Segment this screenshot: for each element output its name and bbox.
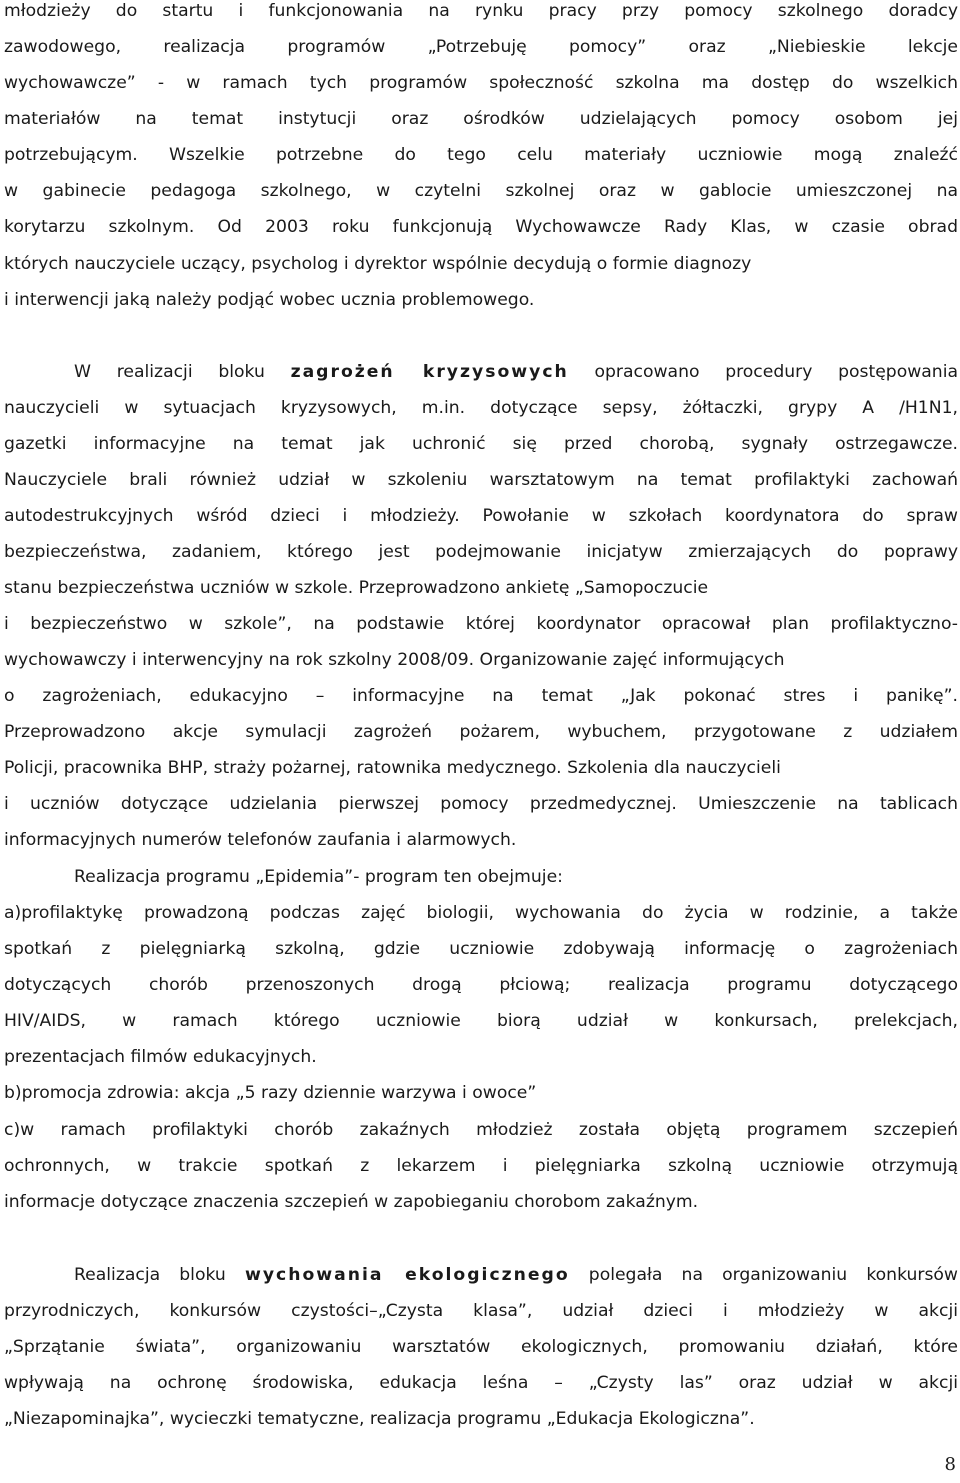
emphasized-term: wychowania ekologicznego xyxy=(244,1265,570,1285)
text-line: stanu bezpieczeństwa uczniów w szkole. Przeprowadzono ankietę „Samopoczucie xyxy=(4,578,709,598)
text-line: Realizacja programu „Epidemia”- program ten obejmuje: xyxy=(74,867,563,887)
text-line: nauczycieli w sytuacjach kryzysowych, m.in. dotyczące sepsy, żółtaczki, grypy A /H1N1, xyxy=(4,398,958,418)
text-line: młodzieży do startu i funkcjonowania na rynku pracy przy pomocy szkolnego doradcy xyxy=(4,1,958,21)
text-line: autodestrukcyjnych wśród dzieci i młodzieży. Powołanie w szkołach koordynatora do spraw xyxy=(4,506,958,526)
emphasized-term: zagrożeń kryzysowych xyxy=(290,362,569,382)
text-line: Policji, pracownika BHP, straży pożarnej, ratownika medycznego. Szkolenia dla nauczycieli xyxy=(4,758,781,778)
text-line: i bezpieczeństwo w szkole”, na podstawie której koordynator opracował plan profilaktyczno- xyxy=(4,614,958,634)
text-line: b)promocja zdrowia: akcja „5 razy dziennie warzywa i owoce” xyxy=(4,1083,537,1103)
text-line: wpływają na ochronę środowiska, edukacja leśna – „Czysty las” oraz udział w akcji xyxy=(4,1373,958,1393)
text-line: korytarzu szkolnym. Od 2003 roku funkcjonują Wychowawcze Rady Klas, w czasie obrad xyxy=(4,217,958,237)
text-line: W realizacji bloku zagrożeń kryzysowych opracowano procedury postępowania xyxy=(74,362,958,382)
text-line: i uczniów dotyczące udzielania pierwszej pomocy przedmedycznej. Umieszczenie na tablicach xyxy=(4,794,958,814)
text-line: przyrodniczych, konkursów czystości–„Czysta klasa”, udział dzieci i młodzieży w akcji xyxy=(4,1301,958,1321)
text-line: których nauczyciele uczący, psycholog i dyrektor wspólnie decydują o formie diagnozy xyxy=(4,254,752,274)
text-line: a)profilaktykę prowadzoną podczas zajęć biologii, wychowania do życia w rodzinie, a także xyxy=(4,903,958,923)
text-line: spotkań z pielęgniarką szkolną, gdzie uczniowie zdobywają informację o zagrożeniach xyxy=(4,939,958,959)
text-line: informacyjnych numerów telefonów zaufania i alarmowych. xyxy=(4,830,517,850)
text-line: dotyczących chorób przenoszonych drogą płciową; realizacja programu dotyczącego xyxy=(4,975,958,995)
text-line: materiałów na temat instytucji oraz ośrodków udzielających pomocy osobom jej xyxy=(4,109,958,129)
text-line: i interwencji jaką należy podjąć wobec ucznia problemowego. xyxy=(4,290,535,310)
text-line: „Sprzątanie świata”, organizowaniu warsztatów ekologicznych, promowaniu działań, które xyxy=(4,1337,958,1357)
text-line: bezpieczeństwa, zadaniem, którego jest podejmowanie inicjatyw zmierzających do poprawy xyxy=(4,542,958,562)
text-line: „Niezapominajka”, wycieczki tematyczne, realizacja programu „Edukacja Ekologiczna”. xyxy=(4,1409,755,1429)
text-line: ochronnych, w trakcie spotkań z lekarzem i pielęgniarka szkolną uczniowie otrzymują xyxy=(4,1156,958,1176)
text-line: c)w ramach profilaktyki chorób zakaźnych młodzież została objętą programem szczepień xyxy=(4,1120,958,1140)
text-line: Przeprowadzono akcje symulacji zagrożeń pożarem, wybuchem, przygotowane z udziałem xyxy=(4,722,958,742)
text-line: Realizacja bloku wychowania ekologicznego polegała na organizowaniu konkursów xyxy=(74,1265,958,1285)
text-line: gazetki informacyjne na temat jak uchronić się przed chorobą, sygnały ostrzegawcze. xyxy=(4,434,958,454)
page-number: 8 xyxy=(944,1454,956,1475)
text-line: wychowawczy i interwencyjny na rok szkolny 2008/09. Organizowanie zajęć informujących xyxy=(4,650,785,670)
text-line: zawodowego, realizacja programów „Potrzebuję pomocy” oraz „Niebieskie lekcje xyxy=(4,37,958,57)
text-line: o zagrożeniach, edukacyjno – informacyjne na temat „Jak pokonać stres i panikę”. xyxy=(4,686,958,706)
text-line: informacje dotyczące znaczenia szczepień w zapobieganiu chorobom zakaźnym. xyxy=(4,1192,699,1212)
text-line: w gabinecie pedagoga szkolnego, w czytelni szkolnej oraz w gablocie umieszczonej na xyxy=(4,181,958,201)
text-line: potrzebującym. Wszelkie potrzebne do tego celu materiały uczniowie mogą znaleźć xyxy=(4,145,958,165)
text-line: wychowawcze” - w ramach tych programów społeczność szkolna ma dostęp do wszelkich xyxy=(4,73,958,93)
text-line: HIV/AIDS, w ramach którego uczniowie biorą udział w konkursach, prelekcjach, xyxy=(4,1011,958,1031)
text-line: prezentacjach filmów edukacyjnych. xyxy=(4,1047,317,1067)
text-line: Nauczyciele brali również udział w szkoleniu warsztatowym na temat profilaktyki zachowań xyxy=(4,470,958,490)
